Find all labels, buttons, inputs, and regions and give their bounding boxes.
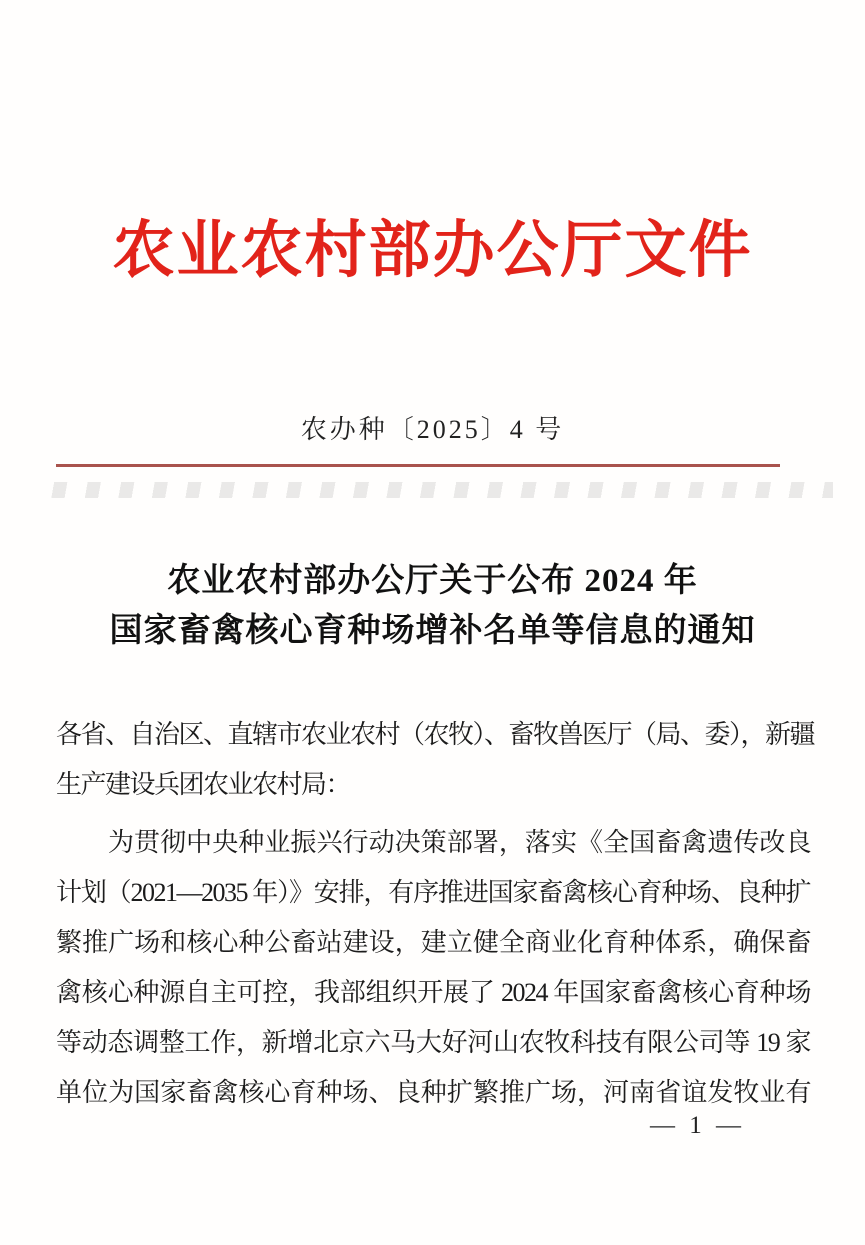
page-number: — 1 —: [650, 1112, 745, 1139]
body-paragraph: [56, 818, 810, 1118]
body-line: 繁推广场和核心种公畜站建设，建立健全商业化育种体系，确保畜: [56, 928, 810, 957]
red-divider-line: [56, 464, 780, 467]
notice-title-line-1: 农业农村部办公厅关于公布 2024 年: [167, 563, 698, 599]
body-line: 为贯彻中央种业振兴行动决策部署，落实《全国畜禽遗传改良: [108, 828, 810, 857]
salutation: [56, 710, 815, 810]
body-line: 单位为国家畜禽核心育种场、良种扩繁推广场，河南省谊发牧业有: [56, 1078, 810, 1107]
body-line: 计划（2021—2035 年）》安排，有序推进国家畜禽核心育种场、良种扩: [56, 878, 810, 907]
scan-artifact-band: [44, 482, 833, 498]
body-line: 等动态调整工作，新增北京六马大好河山农牧科技有限公司等 19 家: [56, 1028, 810, 1057]
notice-title-line-2: 国家畜禽核心育种场增补名单等信息的通知: [109, 613, 756, 649]
document-reference-number: 农办种〔2025〕4 号: [300, 415, 565, 444]
agency-header-title: 农业农村部办公厅文件: [112, 217, 753, 285]
body-line: 禽核心种源自主可控，我部组织开展了 2024 年国家畜禽核心育种场: [56, 978, 810, 1007]
salutation-line: 生产建设兵团农业农村局：: [56, 770, 351, 799]
salutation-line: 各省、自治区、直辖市农业农村（农牧）、畜牧兽医厅（局、委），新疆: [56, 720, 815, 749]
notice-title: [0, 556, 865, 656]
notice-body: [56, 710, 815, 1118]
